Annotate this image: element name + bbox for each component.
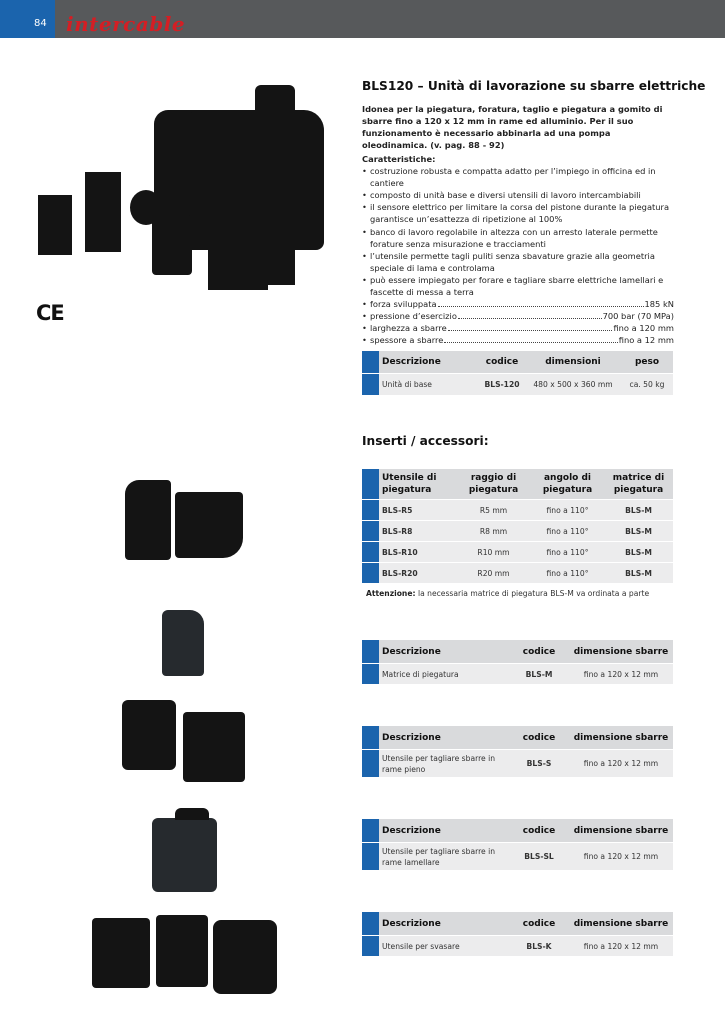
accessory-table-bls-sl [362,819,673,870]
product-intro: Idonea per la piegatura, foratura, taglio e piegatura a gomito di sbarre fino a 120 x 12 mm in rame ed alluminio. Per il suo funzionamento è necessario abbinarla ad una pompa oleodinamica. (v. pag. 88 - 92) [362,104,663,150]
table-row: BLS-R20 R20 mm fino a 110° BLS-M [362,562,673,583]
spec-row: • spessore a sbarre fino a 12 mm [362,334,674,346]
features-list [362,153,674,347]
bending-die-image [162,610,204,676]
table-header-row: Descrizione codice dimensione sbarre [362,819,673,842]
intercable-logo: intercable [66,12,186,36]
table-header-row: Descrizione codice dimensione sbarre [362,726,673,749]
accessories-heading: Inserti / accessori: [362,434,489,448]
table-row: BLS-R10 R10 mm fino a 110° BLS-M [362,541,673,562]
spec-row: • larghezza a sbarre fino a 120 mm [362,322,674,334]
feature-item: • l’utensile permette tagli puliti senza sbavature grazie alla geometria speciale di lama e controlama [362,250,674,274]
spec-row: • pressione d’esercizio 700 bar (70 MPa) [362,310,674,322]
table-header-row: Descrizione codice dimensione sbarre [362,912,673,935]
feature-item: • composto di unità base e diversi utensili di lavoro intercambiabili [362,189,674,201]
feature-item: • il sensore elettrico per limitare la corsa del pistone durante la piegatura garantisce un’esattezza di ripetizione al 100% [362,201,674,225]
features-heading: Caratteristiche: [362,154,436,164]
table-row: BLS-R8 R8 mm fino a 110° BLS-M [362,520,673,541]
table-row: Utensile per tagliare sbarre in rame pieno BLS-S fino a 120 x 12 mm [362,749,673,777]
table-header-row: Descrizione codice dimensione sbarre [362,640,673,663]
table-row: Unità di base BLS-120 480 x 500 x 360 mm ca. 50 kg [362,373,673,395]
feature-item: • banco di lavoro regolabile in altezza con un arresto laterale permette forature senza misurazione e tracciamenti [362,226,674,250]
accessory-table-bls-m [362,640,673,684]
table-header-row: Descrizione codice dimensioni peso [362,351,673,373]
page-number-box [0,0,55,38]
spec-row: • forza sviluppata 185 kN [362,298,674,310]
table-header-row: Utensile di piegatura raggio di piegatura angolo di piegatura matrice di piegatura [362,469,673,499]
feature-item: • può essere impiegato per forare e tagliare sbarre elettriche lamellari e fascette di messa a terra [362,274,674,298]
table-row: Matrice di piegatura BLS-M fino a 120 x 12 mm [362,663,673,684]
bending-tools-table [362,469,673,583]
accessory-table-bls-k [362,912,673,956]
table-row: Utensile per tagliare sbarre in rame lamellare BLS-SL fino a 120 x 12 mm [362,842,673,870]
attention-note: Attenzione: la necessaria matrice di piegatura BLS-M va ordinata a parte [366,589,650,598]
page-number: 84 [34,18,47,29]
product-title: BLS120 – Unità di lavorazione su sbarre elettriche [362,79,706,93]
base-unit-table [362,351,673,395]
accessory-table-bls-s [362,726,673,777]
table-row: BLS-R5 R5 mm fino a 110° BLS-M [362,499,673,520]
feature-item: • costruzione robusta e compatta adatto per l’impiego in officina ed in cantiere [362,165,674,189]
ce-mark: CE [36,301,64,325]
table-row: Utensile per svasare BLS-K fino a 120 x 12 mm [362,935,673,956]
